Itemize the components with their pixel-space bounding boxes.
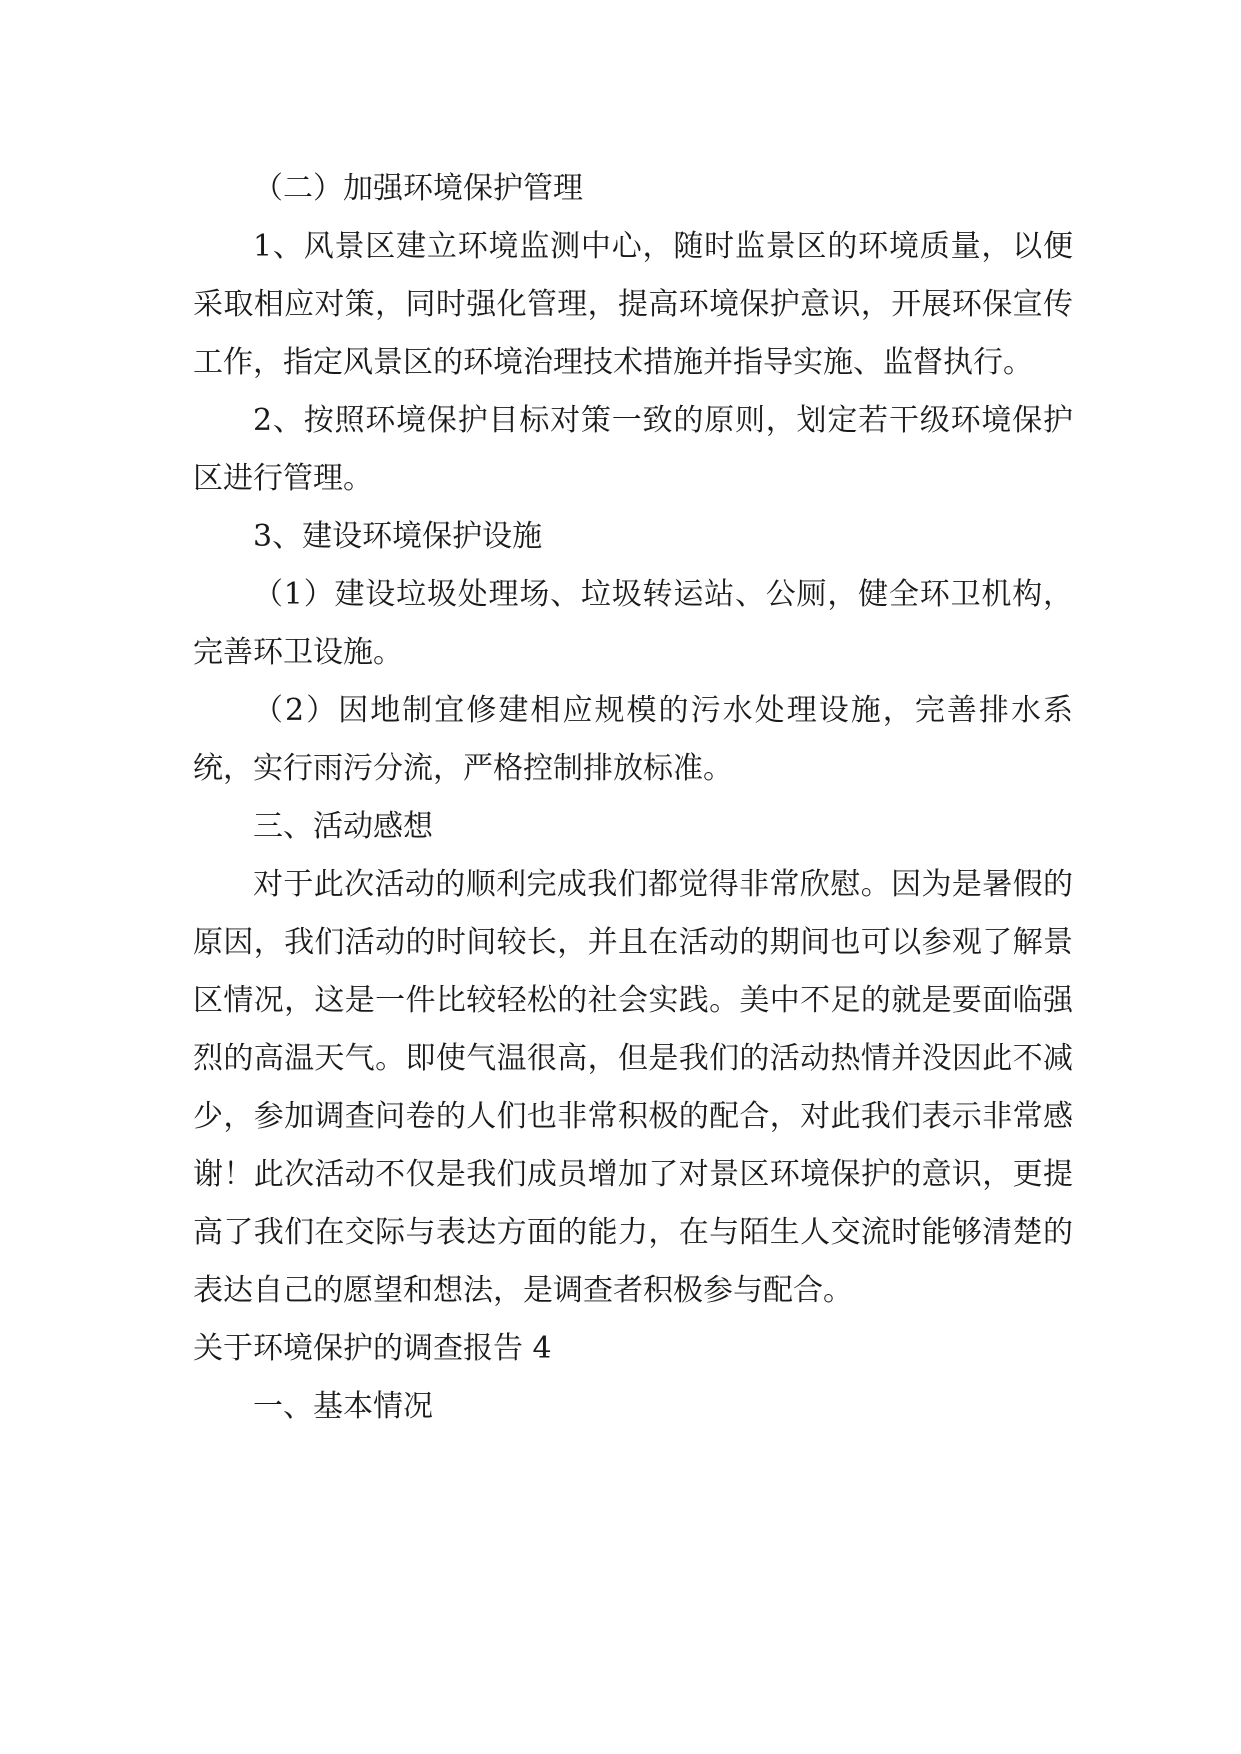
section-heading-basic-situation: 一、基本情况 [253, 1389, 433, 1424]
report-title-4: 关于环境保护的调查报告 4 [193, 1331, 552, 1366]
paragraph-subitem-2: （2）因地制宜修建相应规模的污水处理设施，完善排水系统，实行雨污分流，严格控制排放标准。 [193, 693, 1073, 786]
section-heading-strengthen-management: （二）加强环境保护管理 [253, 171, 583, 206]
section-heading-reflections: 三、活动感想 [253, 809, 433, 844]
paragraph-item-1: 1、风景区建立环境监测中心，随时监景区的环境质量，以便采取相应对策，同时强化管理，提高环境保护意识，开展环保宣传工作，指定风景区的环境治理技术措施并指导实施、监督执行。 [193, 229, 1073, 380]
paragraph-item-2: 2、按照环境保护目标对策一致的原则，划定若干级环境保护区进行管理。 [193, 403, 1073, 496]
paragraph-item-3: 3、建设环境保护设施 [253, 519, 543, 554]
document-body [193, 160, 1073, 1436]
paragraph-subitem-1: （1）建设垃圾处理场、垃圾转运站、公厕，健全环卫机构，完善环卫设施。 [193, 577, 1073, 670]
paragraph-reflections: 对于此次活动的顺利完成我们都觉得非常欣慰。因为是暑假的原因，我们活动的时间较长，并且在活动的期间也可以参观了解景区情况，这是一件比较轻松的社会实践。美中不足的就是要面临强烈的高温天气。即使气温很高，但是我们的活动热情并没因此不减少，参加调查问卷的人们也非常积极的配合，对此我们表示非常感谢！此次活动不仅是我们成员增加了对景区环境保护的意识，更提高了我们在交际与表达方面的能力，在与陌生人交流时能够清楚的表达自己的愿望和想法，是调查者积极参与配合。 [193, 867, 1073, 1308]
